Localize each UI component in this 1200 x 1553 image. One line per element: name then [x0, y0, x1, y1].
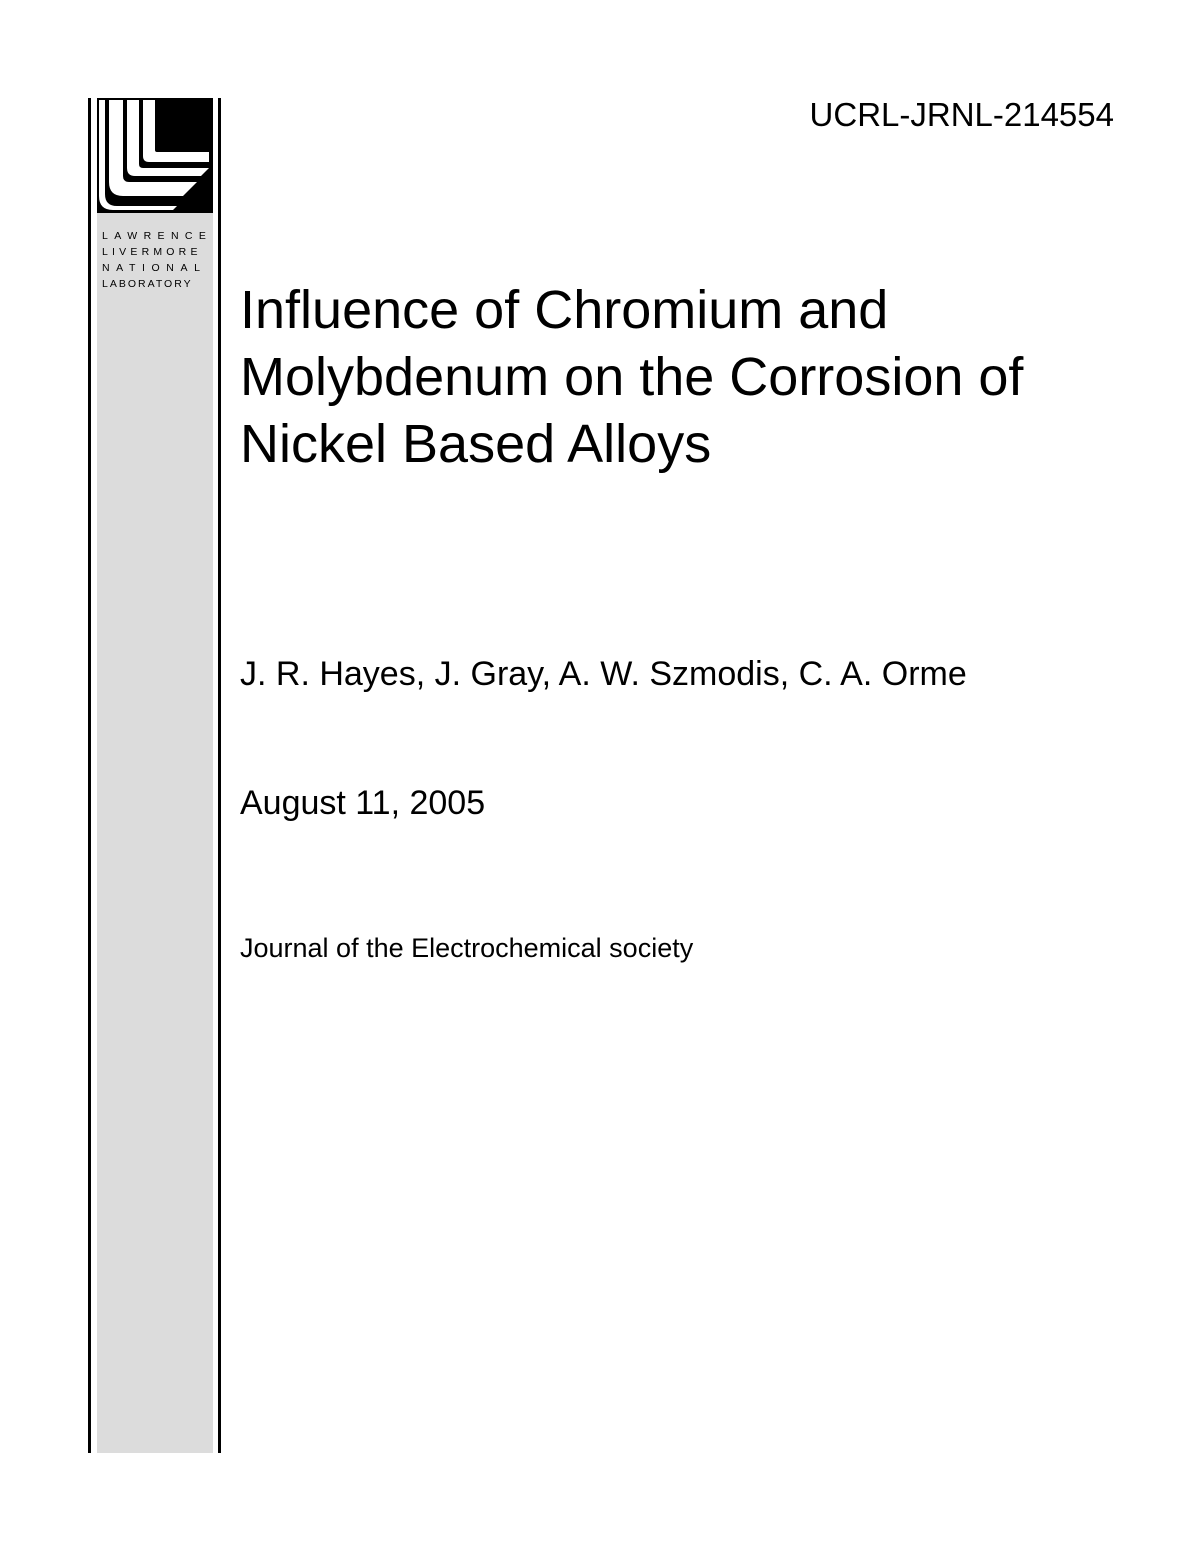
- document-date: August 11, 2005: [240, 784, 486, 822]
- document-authors: J. R. Hayes, J. Gray, A. W. Szmodis, C. A. Orme: [240, 655, 967, 693]
- journal-name: Journal of the Electrochemical society: [240, 933, 694, 963]
- lab-name: [102, 228, 213, 292]
- lab-name-line: LIVERMORE: [102, 246, 202, 258]
- lab-name-line: LABORATORY: [102, 278, 193, 290]
- report-number: UCRL-JRNL-214554: [809, 96, 1114, 133]
- llnl-logo-icon: [97, 98, 213, 213]
- right-vertical-rule: [218, 98, 221, 1453]
- left-vertical-rule: [88, 98, 91, 1453]
- sidebar-gray-band: [97, 98, 213, 1453]
- lab-name-line: LAWRENCE: [102, 230, 213, 242]
- document-title: Influence of Chromium and Molybdenum on the Corrosion of Nickel Based Alloys: [240, 280, 1024, 474]
- lab-name-line: NATIONAL: [102, 262, 207, 274]
